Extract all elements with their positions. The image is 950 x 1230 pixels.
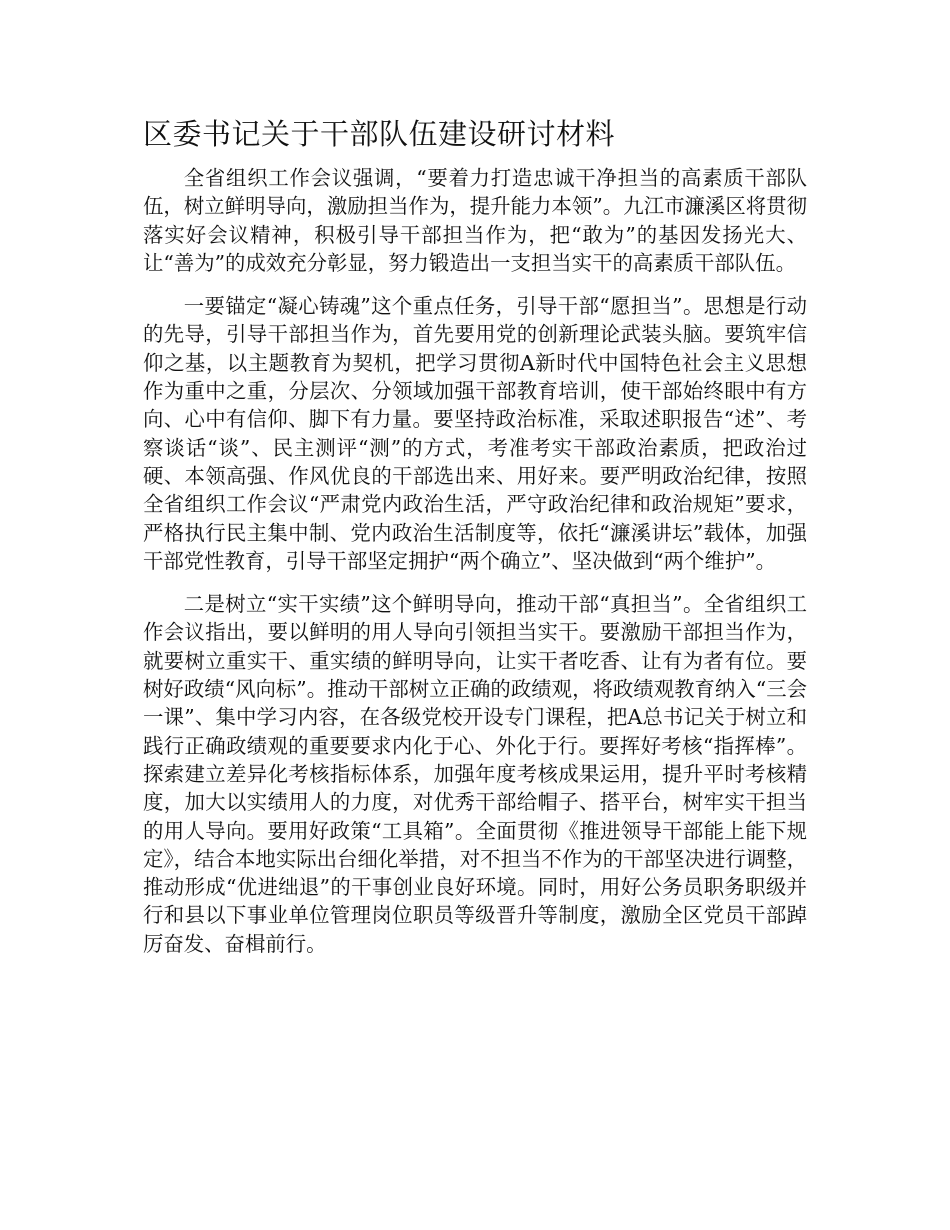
paragraph-second-point: 二是树立“实干实绩”这个鲜明导向，推动干部“真担当”。全省组织工作会议指出，要以鲜明的用人导向引领担当实干。要激励干部担当作为，就要树立重实干、重实绩的鲜明导向，让实干者吃香、让有为者有位。要树好政绩“风向标”。推动干部树立正确的政绩观，将政绩观教育纳入“三会一课”、集中学习内容，在各级党校开设专门课程，把A总书记关于树立和践行正确政绩观的重要要求内化于心、外化于行。要挥好考核“指挥棒”。探索建立差异化考核指标体系，加强年度考核成果运用，提升平时考核精度，加大以实绩用人的力度，对优秀干部给帽子、搭平台，树牢实干担当的用人导向。要用好政策“工具箱”。全面贯彻《推进领导干部能上能下规定》，结合本地实际出台细化举措，对不担当不作为的干部坚决进行调整，推动形成“优进绌退”的干事创业良好环境。同时，用好公务员职务职级并行和县以下事业单位管理岗位职员等级晋升等制度，激励全区党员干部踔厉奋发、奋楫前行。: [143, 592, 807, 956]
document-body: [143, 112, 807, 973]
paragraph-first-point: 一要锚定“凝心铸魂”这个重点任务，引导干部“愿担当”。思想是行动的先导，引导干部担当作为，首先要用党的创新理论武装头脑。要筑牢信仰之基，以主题教育为契机，把学习贯彻A新时代中国特色社会主义思想作为重中之重，分层次、分领域加强干部教育培训，使干部始终眼中有方向、心中有信仰、脚下有力量。要坚持政治标准，采取述职报告“述”、考察谈话“谈”、民主测评“测”的方式，考准考实干部政治素质，把政治过硬、本领高强、作风优良的干部选出来、用好来。要严明政治纪律，按照全省组织工作会议“严肃党内政治生活，严守政治纪律和政治规矩”要求，严格执行民主集中制、党内政治生活制度等，依托“濂溪讲坛”载体，加强干部党性教育，引导干部坚定拥护“两个确立”、坚决做到“两个维护”。: [143, 294, 807, 573]
document-title: 区委书记关于干部队伍建设研讨材料: [143, 117, 616, 151]
paragraph-intro: 全省组织工作会议强调，“要着力打造忠诚干净担当的高素质干部队伍，树立鲜明导向，激励担当作为，提升能力本领”。九江市濂溪区将贯彻落实好会议精神，积极引导干部担当作为，把“敢为”的基因发扬光大、让“善为”的成效充分彰显，努力锻造出一支担当实干的高素质干部队伍。: [143, 166, 807, 275]
